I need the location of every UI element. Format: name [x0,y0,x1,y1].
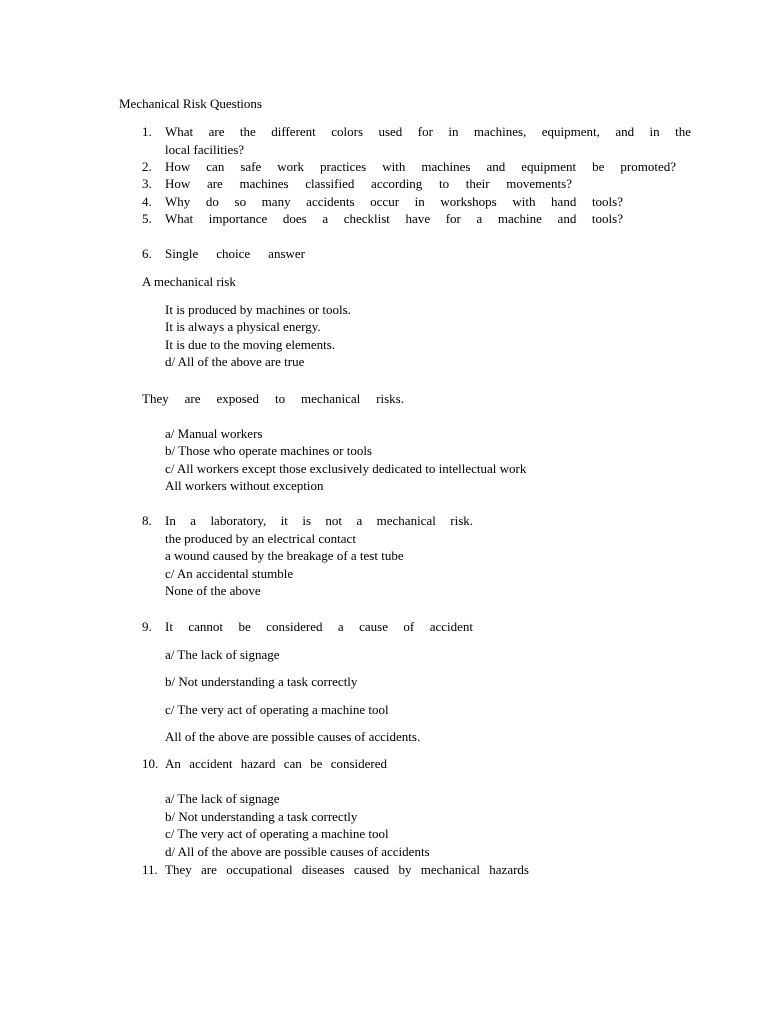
document-title: Mechanical Risk Questions [119,96,262,111]
answer-option: c/ An accidental stumble [165,566,294,581]
answer-option: a/ The lack of signage [165,791,280,806]
question-number: 5. [142,211,152,226]
answer-option: c/ The very act of operating a machine tool [165,702,389,717]
answer-option: a/ The lack of signage [165,647,280,662]
question-11 [142,861,529,879]
question-text: How can safe work practices with machines and equipment be promoted? [165,159,676,174]
question-1 [142,123,691,158]
question-number: 6. [142,246,152,261]
answer-option: It is produced by machines or tools. [165,302,351,317]
answer-option: a/ Manual workers [165,426,263,441]
answer-option: b/ Not understanding a task correctly [165,809,358,824]
question-3 [142,175,572,193]
answer-option: d/ All of the above are true [165,354,305,369]
answer-option: d/ All of the above are possible causes of accidents [165,844,430,859]
question-text: How are machines classified according to their movements? [165,176,572,191]
answer-option: b/ Not understanding a task correctly [165,674,358,689]
question-number: 9. [142,619,152,634]
question-6-subheading: A mechanical risk [142,274,236,289]
question-text: In a laboratory, it is not a mechanical risk. [165,513,473,528]
answer-option: b/ Those who operate machines or tools [165,443,372,458]
question-text: What importance does a checklist have for a machine and tools? [165,211,623,226]
answer-option: the produced by an electrical contact [165,531,356,546]
question-10 [142,755,387,773]
answer-option: None of the above [165,583,261,598]
answer-option: c/ The very act of operating a machine tool [165,826,389,841]
question-6 [142,245,305,263]
question-5 [142,210,623,228]
answer-option: All workers without exception [165,478,324,493]
question-9 [142,618,473,636]
answer-option: It is always a physical energy. [165,319,321,334]
question-7-text: They are exposed to mechanical risks. [142,391,404,406]
question-number: 1. [142,124,152,139]
question-number: 11. [142,862,158,877]
question-number: 2. [142,159,152,174]
question-2 [142,158,676,176]
question-number: 3. [142,176,152,191]
answer-option: All of the above are possible causes of accidents. [165,729,421,744]
answer-option: It is due to the moving elements. [165,337,336,352]
question-text-continued: local facilities? [165,141,245,157]
answer-option: a wound caused by the breakage of a test tube [165,548,404,563]
question-text: An accident hazard can be considered [165,756,387,771]
question-text: They are occupational diseases caused by mechanical hazards [165,862,529,877]
answer-option: c/ All workers except those exclusively dedicated to intellectual work [165,461,527,476]
question-text: It cannot be considered a cause of accident [165,619,473,634]
question-number: 4. [142,194,152,209]
question-number: 8. [142,513,152,528]
question-text: Single choice answer [165,246,305,261]
question-8 [142,512,473,530]
question-text: Why do so many accidents occur in workshops with hand tools? [165,194,623,209]
question-4 [142,193,623,211]
question-text: What are the different colors used for in machines, equipment, and in the [165,124,691,139]
question-number: 10. [142,756,159,771]
